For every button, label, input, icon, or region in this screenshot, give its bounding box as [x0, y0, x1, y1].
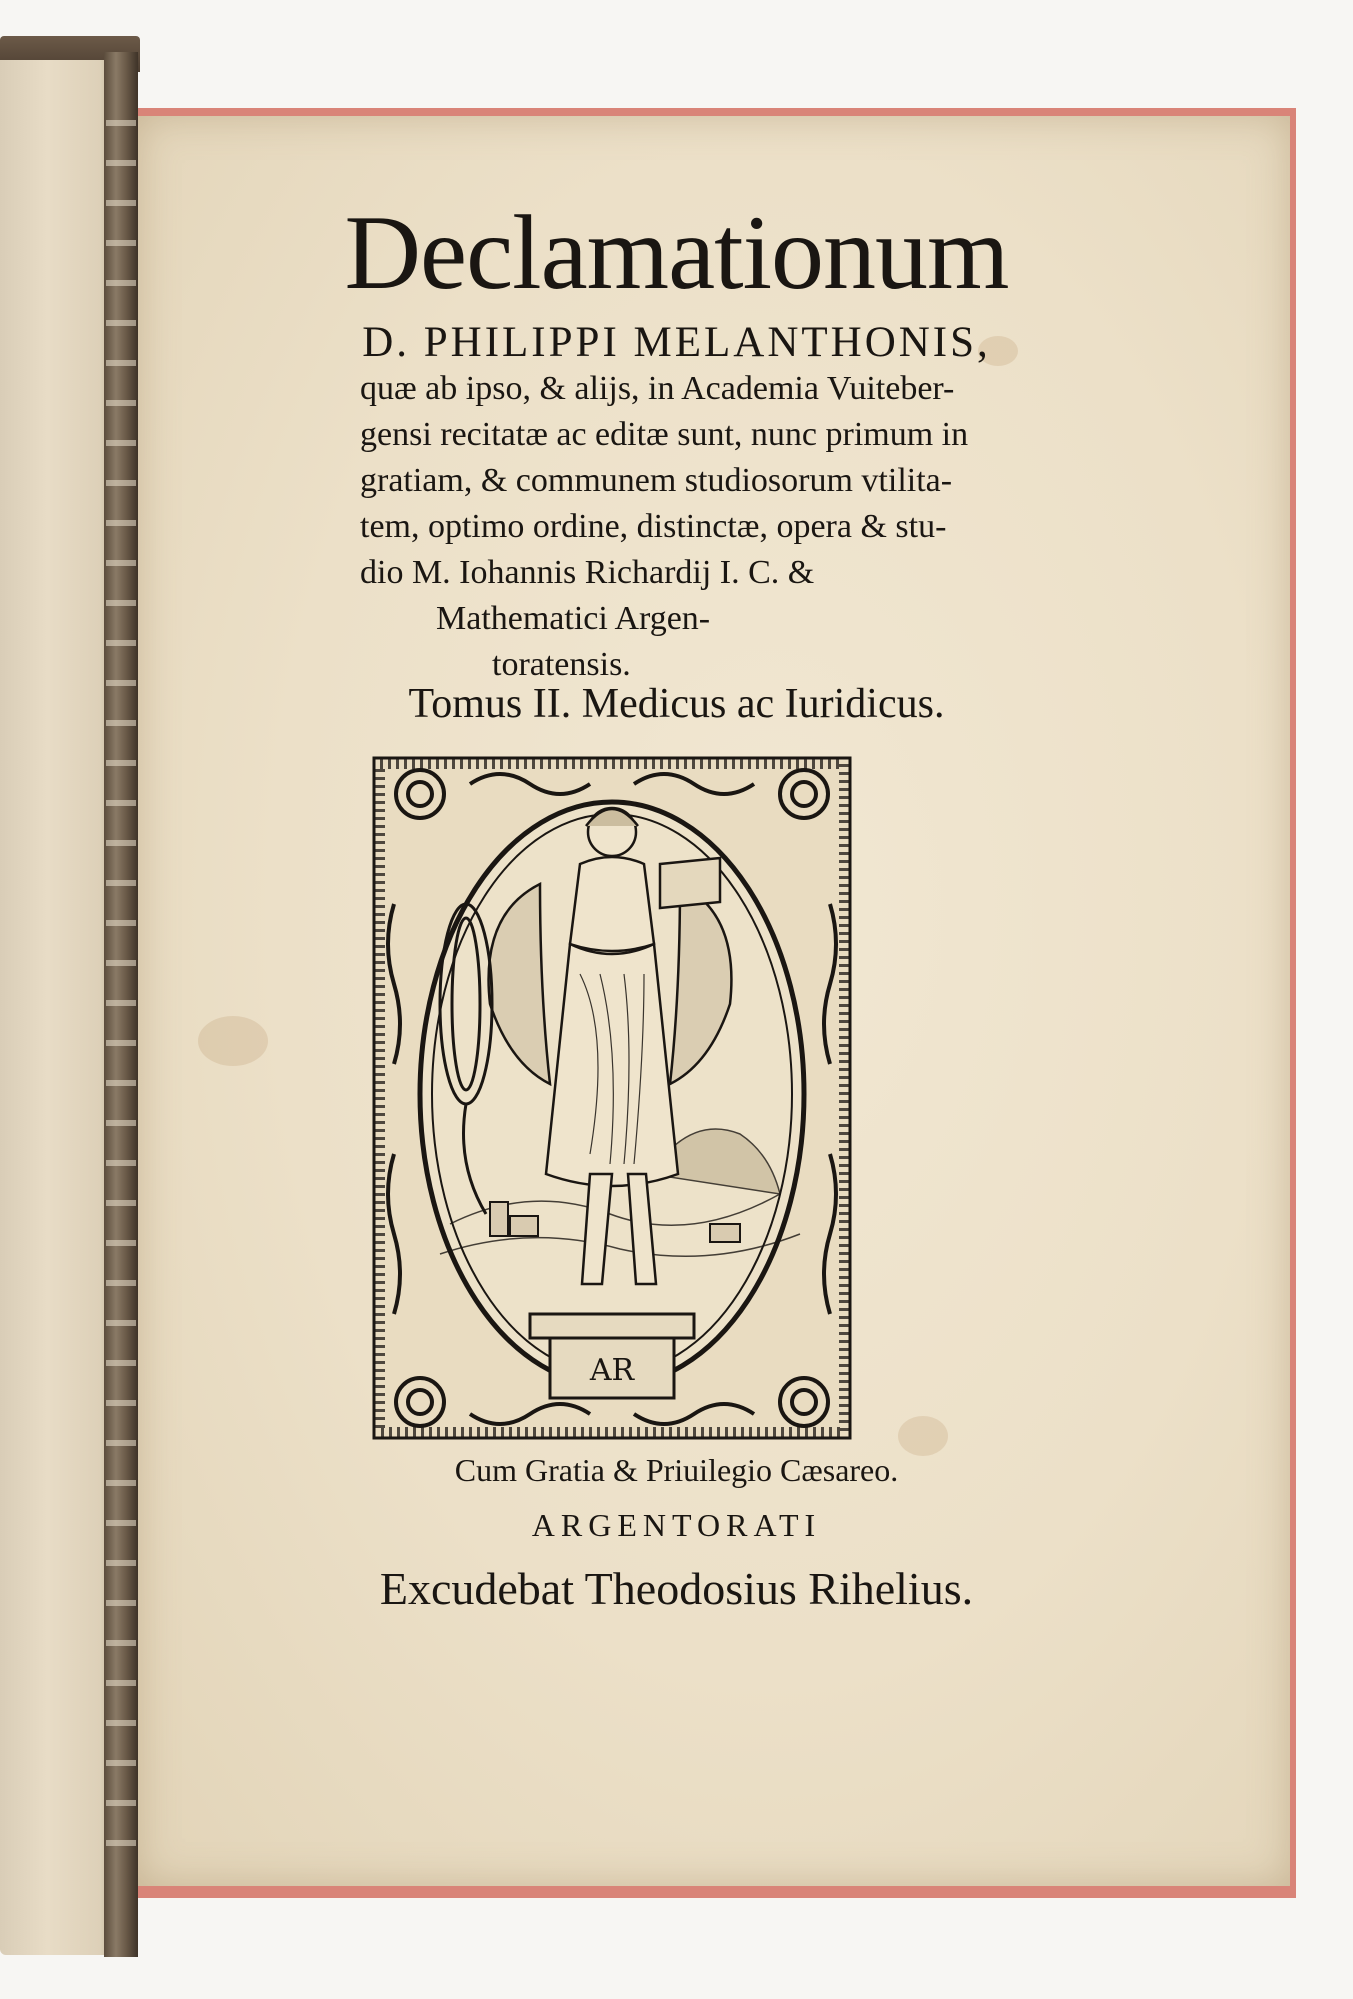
description-line: Mathematici Argen- — [436, 600, 711, 637]
title-description — [360, 366, 1060, 688]
book-title: Declamationum — [344, 194, 1009, 311]
binding-threads — [106, 120, 136, 1880]
description-line: quæ ab ipso, & alijs, in Academia Vuiteber- — [360, 370, 955, 407]
foxing-spot — [898, 1416, 948, 1456]
description-line: tem, optimo ordine, distinctæ, opera & stu- — [360, 508, 947, 545]
description-line: gratiam, & communem studiosorum vtilita- — [360, 462, 953, 499]
imprint-place: ARGENTORATI — [531, 1507, 822, 1543]
woodcut-illustration — [370, 754, 854, 1442]
foxing-spot — [198, 1016, 268, 1066]
privilege-line: Cum Gratia & Priuilegio Cæsareo. — [454, 1452, 899, 1488]
woodcut-monogram: AR — [589, 1353, 635, 1388]
volume-line: Tomus II. Medicus ac Iuridicus. — [408, 681, 945, 727]
author-line: D. PHILIPPI MELANTHONIS, — [362, 319, 991, 366]
description-line: toratensis. — [492, 646, 631, 683]
description-line: gensi recitatæ ac editæ sunt, nunc primum in — [360, 416, 969, 453]
imprint-printer: Excudebat Theodosius Rihelius. — [379, 1563, 974, 1614]
description-line: dio M. Iohannis Richardij I. C. & — [360, 554, 815, 591]
